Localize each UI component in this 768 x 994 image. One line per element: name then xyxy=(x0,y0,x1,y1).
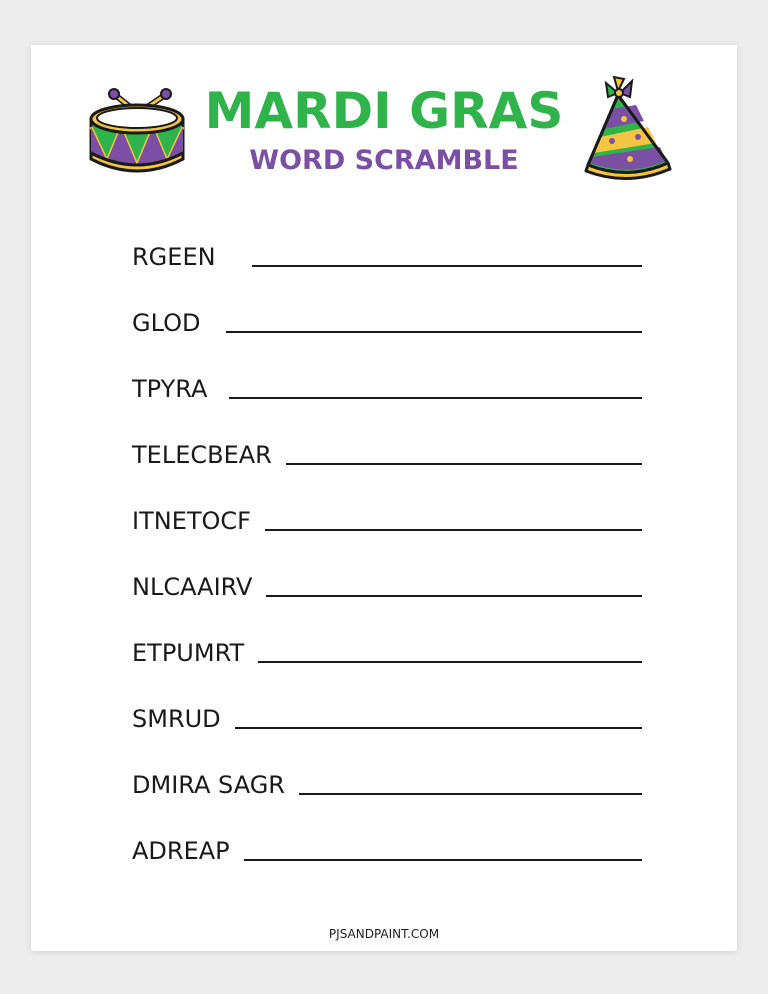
word-row xyxy=(132,337,642,403)
answer-line[interactable] xyxy=(229,397,642,399)
answer-line[interactable] xyxy=(226,331,642,333)
word-row xyxy=(132,469,642,535)
page-title: MARDI GRAS xyxy=(204,82,564,140)
answer-line[interactable] xyxy=(299,793,642,795)
answer-line[interactable] xyxy=(252,265,642,267)
party-hat-icon xyxy=(584,75,672,183)
answer-line[interactable] xyxy=(244,859,642,861)
scrambled-word: DMIRA SAGR xyxy=(132,771,285,799)
word-row xyxy=(132,403,642,469)
scrambled-word: GLOD xyxy=(132,309,201,337)
scrambled-word: ETPUMRT xyxy=(132,639,245,667)
worksheet-page xyxy=(31,45,737,951)
footer-site: PJSANDPAINT.COM xyxy=(328,927,440,941)
scrambled-word: SMRUD xyxy=(132,705,221,733)
scrambled-word: ITNETOCF xyxy=(132,507,251,535)
word-row xyxy=(132,271,642,337)
answer-line[interactable] xyxy=(266,595,642,597)
word-row xyxy=(132,233,642,271)
word-row xyxy=(132,667,642,733)
word-row xyxy=(132,535,642,601)
word-list xyxy=(132,233,642,865)
answer-line[interactable] xyxy=(235,727,642,729)
page-subtitle: WORD SCRAMBLE xyxy=(249,145,519,176)
answer-line[interactable] xyxy=(258,661,642,663)
scrambled-word: RGEEN xyxy=(132,243,216,271)
answer-line[interactable] xyxy=(286,463,642,465)
answer-line[interactable] xyxy=(265,529,642,531)
word-row xyxy=(132,601,642,667)
word-row xyxy=(132,799,642,865)
scrambled-word: TPYRA xyxy=(132,375,208,403)
scrambled-word: TELECBEAR xyxy=(132,441,272,469)
scrambled-word: NLCAAIRV xyxy=(132,573,253,601)
word-row xyxy=(132,733,642,799)
scrambled-word: ADREAP xyxy=(132,837,230,865)
